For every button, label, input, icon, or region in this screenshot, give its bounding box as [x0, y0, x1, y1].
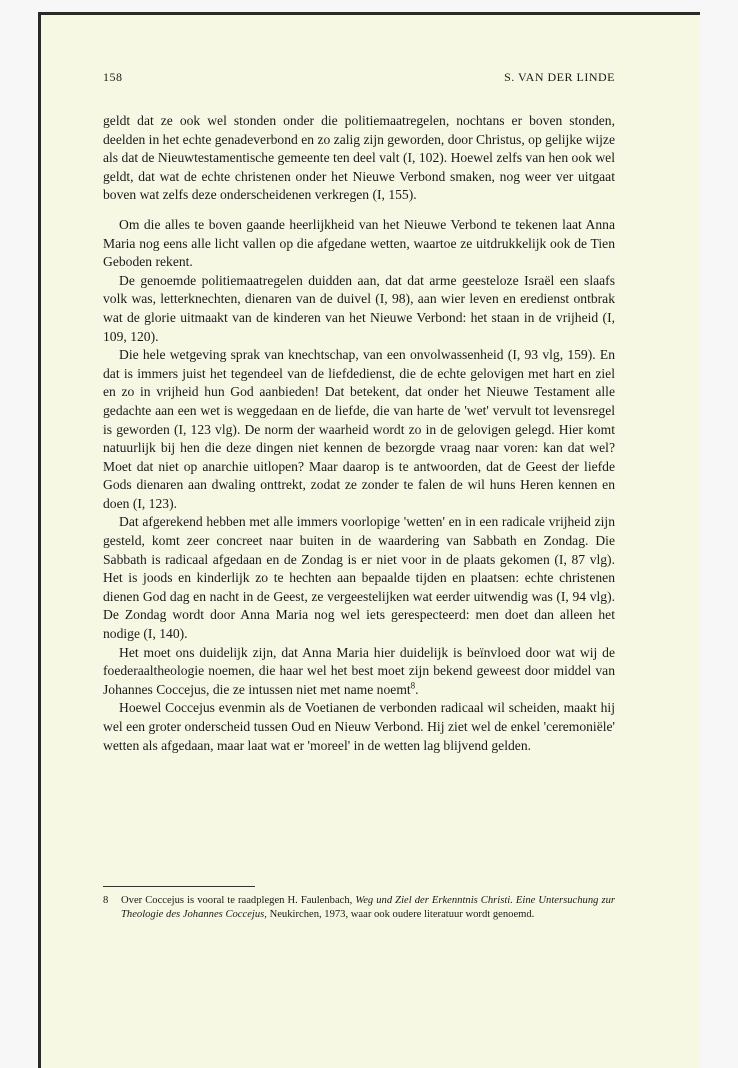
footnote — [103, 894, 615, 921]
running-head-author: S. VAN DER LINDE — [504, 70, 615, 84]
paragraph: De genoemde politiemaatregelen duidden aan, dat dat arme geesteloze Israël een slaafs volk was, letterknechten, dienaren van de duivel (I, 98), aan wier leven en eredienst ontbrak wat de glorie uitmaakt van de kinderen van het Nieuwe Verbond: het staan in de vrijheid (I, 109, 120). — [103, 272, 615, 344]
paragraph: Die hele wetgeving sprak van knechtschap, van een onvolwassenheid (I, 93 vlg, 159). En dat is immers juist het tegendeel van de liefdedienst, die de echte gelovigen met hart en ziel en zo in vrijheid hun God aanbieden! Dat betekent, dat onder het Nieuwe Testament alle gedachte aan een wet is weggedaan en de liefde, die van harte de 'wet' vervult tot levensregel is geworden (I, 123 vlg). De norm der waarheid wordt zo in de gelovigen gelegd. Hier komt natuurlijk bij hen die deze dingen niet kennen de bezorgde vraag naar voren: kan dat wel? Moet dat niet op anarchie uitlopen? Maar daarop is te antwoorden, dat de Geest der liefde Gods dienaren aan dwaling onttrekt, zodat ze zonder te falen de wil huns Heren kennen en doen (I, 123). — [103, 347, 615, 511]
body-text — [103, 112, 615, 755]
footnote-divider — [103, 886, 255, 887]
footnote-number: 8 — [103, 895, 109, 906]
footnote-text-before: Over Coccejus is vooral te raadplegen H. Faulenbach, — [121, 895, 356, 906]
paragraph-with-footnote-ref: Het moet ons duidelijk zijn, dat Anna Maria hier duidelijk is beïnvloed door wat wij de foederaaltheologie noemen, die haar wel het best moet zijn bekend geweest door middel van Johannes Coccejus, die ze intussen niet met name noemt$^8$. — [103, 644, 615, 697]
paragraph: geldt dat ze ook wel stonden onder die politiemaatregelen, nochtans er boven stonden, deelden in het echte genadeverbond en zo zalig zijn geworden, door Christus, op gelijke wijze als dat de Nieuwtestamentische gemeente ten deel valt (I, 102). Hoewel zelfs van hen ook wel geldt, dat wat de echte christenen onder het Nieuwe Verbond smaken, nog weer ver uitgaat boven wat zelfs deze onderscheidenen verkregen (I, 155). — [103, 113, 615, 203]
page-number: 158 — [103, 70, 123, 84]
footnote-reference[interactable]: 8 — [410, 680, 416, 691]
footnote-text-after: , Neukirchen, 1973, waar ook oudere literatuur wordt genoemd. — [264, 908, 535, 920]
footnote-text — [121, 894, 615, 921]
paragraph: Hoewel Coccejus evenmin als de Voetianen de verbonden radicaal wil scheiden, maakt hij wel een groter onderscheid tussen Oud en Nieuw Verbond. Hij ziet wel de enkel 'ceremoniële' wetten als afgedaan, maar laat wat er 'moreel' in de wetten lag blijvend gelden. — [103, 700, 615, 753]
running-header — [103, 70, 615, 90]
paragraph: Dat afgerekend hebben met alle immers voorlopige 'wetten' en in een radicale vrijheid zijn gesteld, komt zeer concreet naar buiten in de waardering van Sabbath en Zondag. Die Sabbath is radicaal afgedaan en de Zondag is er niet voor in de plaats gekomen (I, 87 vlg). Het is joods en kinderlijk zo te hechten aan bepaalde tijden en plaatsen: echte christenen dienen God dag en nacht in de Geest, ze vergeestelijken wat eerder uitwendig was (I, 94 vlg). De Zondag wordt door Anna Maria nog wel iets gerespecteerd: men doet dan alleen het nodige (I, 140). — [103, 514, 615, 642]
footnote-title: Weg und Ziel der Erkenntnis Christi. Eine Untersuchung zur Theologie des Johannes Coccejus — [121, 895, 615, 920]
paragraph-text: Het moet ons duidelijk zijn, dat Anna Maria hier duidelijk is beïnvloed door wat wij de foederaaltheologie noemen, die haar wel het best moet zijn bekend geweest door middel van Johannes Coccejus, die ze intussen niet met name noemt — [103, 644, 615, 697]
paragraph: Om die alles te boven gaande heerlijkheid van het Nieuwe Verbond te tekenen laat Anna Maria nog eens alle licht vallen op die afgedane wetten, waartoe ze uitdrukkelijk ook de Tien Geboden rekent. — [103, 216, 615, 270]
